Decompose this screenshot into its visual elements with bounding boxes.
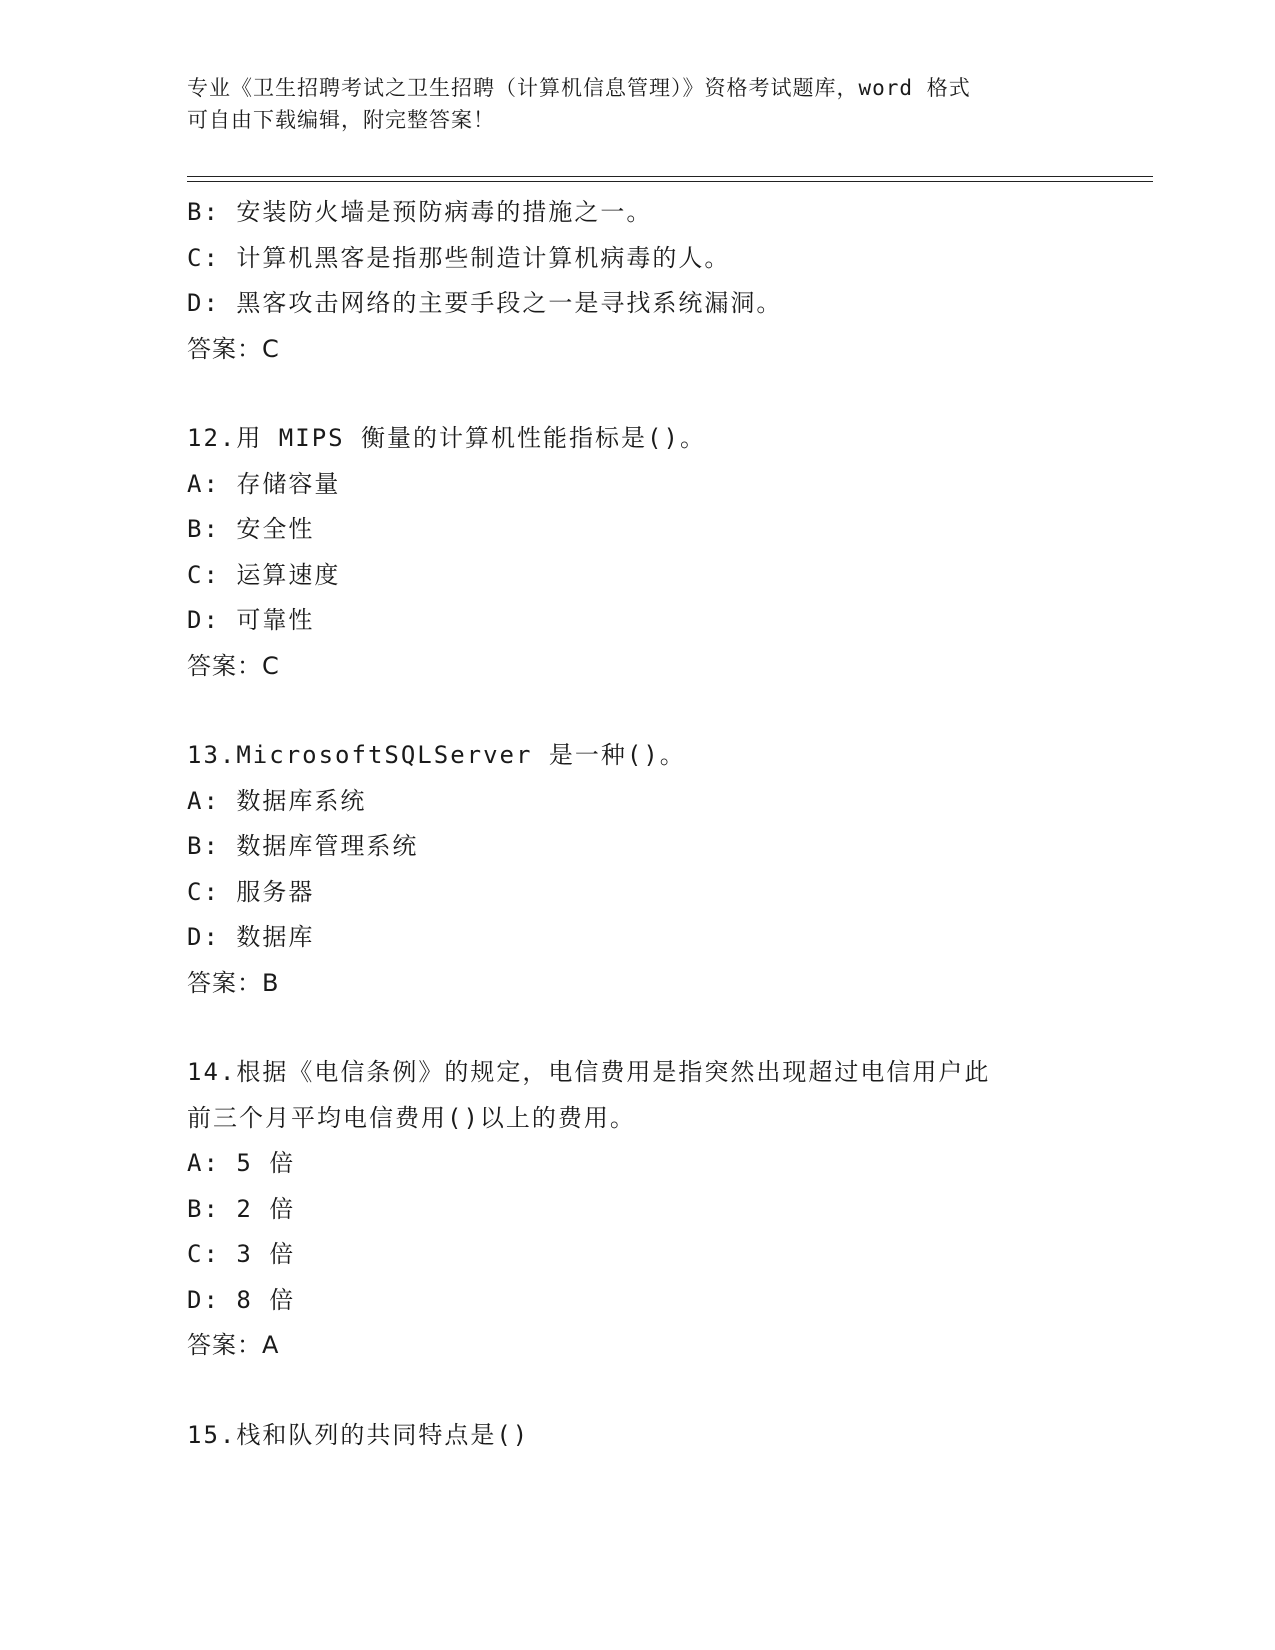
answer: 答案：A <box>187 1331 280 1359</box>
answer: 答案：C <box>187 651 280 680</box>
question-stem-line-2: 前三个月平均电信费用()以上的费用。 <box>187 1103 636 1132</box>
option-c: C: 3 倍 <box>187 1240 296 1268</box>
question-12 <box>187 416 1087 689</box>
header-line-2: 可自由下载编辑，附完整答案！ <box>187 108 495 132</box>
option-b: B: 数据库管理系统 <box>187 832 419 860</box>
header-divider-bottom <box>187 181 1153 182</box>
option-a: A: 5 倍 <box>187 1149 296 1177</box>
question-14 <box>187 1050 1087 1369</box>
question-stem-line-1: 14.根据《电信条例》的规定，电信费用是指突然出现超过电信用户此 <box>187 1058 991 1086</box>
option-c: C: 服务器 <box>187 877 315 906</box>
header-divider-top <box>187 176 1153 177</box>
option-d: D: 数据库 <box>187 923 315 951</box>
answer: 答案：B <box>187 968 280 997</box>
document-header <box>187 72 1067 136</box>
answer: 答案：C <box>187 334 280 363</box>
option-d: D: 可靠性 <box>187 606 315 634</box>
option-c: C: 计算机黑客是指那些制造计算机病毒的人。 <box>187 243 731 272</box>
option-c: C: 运算速度 <box>187 560 341 589</box>
option-d: D: 8 倍 <box>187 1285 296 1314</box>
question-stem: 12.用 MIPS 衡量的计算机性能指标是()。 <box>187 424 706 452</box>
option-b: B: 2 倍 <box>187 1194 296 1223</box>
option-d: D: 黑客攻击网络的主要手段之一是寻找系统漏洞。 <box>187 289 783 317</box>
question-stem: 15.栈和队列的共同特点是() <box>187 1420 530 1449</box>
question-stem: 13.MicrosoftSQLServer 是一种()。 <box>187 741 686 769</box>
option-a: A: 数据库系统 <box>187 786 367 815</box>
question-11-continued <box>187 190 1087 372</box>
header-line-1: 专业《卫生招聘考试之卫生招聘（计算机信息管理）》资格考试题库，word 格式 <box>187 76 971 100</box>
question-list <box>187 190 1087 1458</box>
option-b: B: 安全性 <box>187 515 315 543</box>
question-15 <box>187 1413 1087 1459</box>
option-a: A: 存储容量 <box>187 469 341 498</box>
question-13 <box>187 733 1087 1006</box>
option-b: B: 安装防火墙是预防病毒的措施之一。 <box>187 198 653 226</box>
